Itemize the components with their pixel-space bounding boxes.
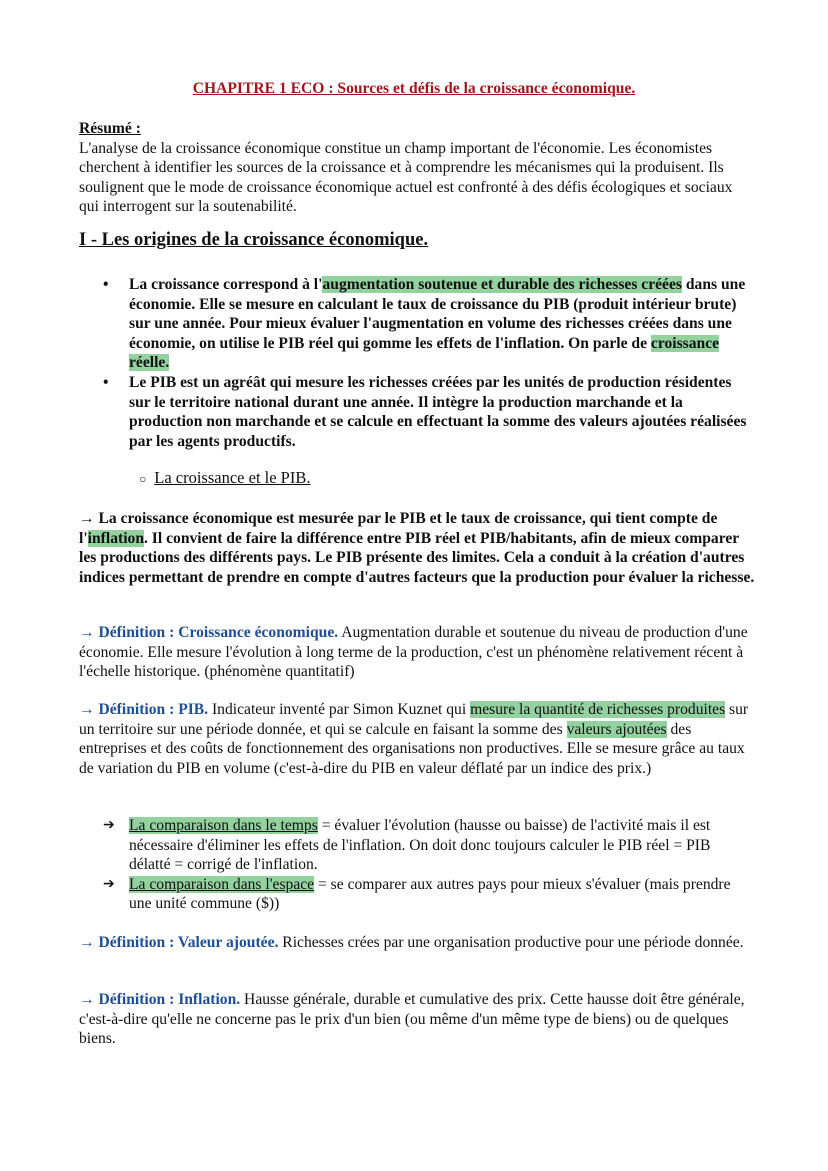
arrow-icon: ➔ (103, 818, 115, 833)
bullet-icon: • (103, 373, 109, 391)
text: Indicateur inventé par Simon Kuznet qui (208, 701, 471, 718)
subheading-text: La croissance et le PIB. (154, 468, 311, 487)
definition-text: Augmentation durable et soutenue du niveau de production d'une économie. Elle mesure l'évolution à long terme de la production, c'est un phénomène relativement récent à l'échelle historique. (phénomène quantitatif) (79, 624, 748, 681)
text: dans une économie. Elle se mesure en calculant le taux de croissance du PIB (produit intérieur brute) sur une année. Pour mieux évaluer l'augmentation en volume des richesses créées dans une économie, on utilise le PIB réel qui gomme les effets de l'inflation. On parle de (129, 276, 746, 352)
highlight: croissance réelle. (129, 334, 720, 372)
arrow-icon: ➔ (103, 876, 115, 892)
definition-label: → Définition : Valeur ajoutée. (79, 934, 279, 951)
definition-valeur-ajoutee (79, 933, 755, 953)
comparison-list (79, 816, 751, 914)
summary-label: Résumé : (79, 120, 141, 137)
highlight: mesure la quantité de richesses produites (470, 701, 726, 718)
definition-text: Hausse générale, durable et cumulative des prix. Cette hausse doit être générale, c'est-à-dire qu'elle ne concerne pas le prix d'un bien (ou même d'un même type de biens) ou de quelques biens. (79, 991, 745, 1048)
highlight: valeurs ajoutées (566, 720, 667, 738)
text: = évaluer l'évolution (hausse ou baisse) de l'activité mais il est nécessaire d'éliminer les effets de l'inflation. On doit donc toujours calculer le PIB réel = PIB délatté = corrigé de l'inflation. (129, 817, 711, 874)
text: Le PIB est un agréât qui mesure les richesses créées par les unités de production résidentes sur le territoire national durant une année. Il intègre la production marchande et la production non marchande et se calcule en effectuant la somme des valeurs ajoutées réalisées par les agents productifs. (129, 373, 747, 450)
definition-label: → Définition : PIB. (79, 701, 209, 718)
text: La croissance correspond à l' (129, 276, 323, 293)
text: sur un territoire sur une période donnée, et qui se calcule en faisant la somme des (79, 701, 749, 738)
list-item (79, 373, 755, 451)
chapter-title: CHAPITRE 1 ECO : Sources et défis de la croissance économique. (192, 80, 636, 97)
highlight: inflation (87, 529, 144, 547)
summary-paragraph (79, 509, 755, 587)
summary-section (79, 119, 755, 217)
list-item (79, 875, 751, 914)
bullet-list (79, 275, 755, 451)
highlight: La comparaison dans l'espace (129, 875, 315, 893)
text: → La croissance économique est mesurée par le PIB et le taux de croissance, qui tient compte de l' (79, 510, 718, 547)
text: . Il convient de faire la différence entre PIB réel et PIB/habitants, afin de mieux comparer les productions des différents pays. Le PIB présente des limites. Cela a conduit à la création d'autres indices permettant de prendre en compte d'autres facteurs que la production pour évaluer la richesse. (79, 529, 755, 586)
definition-croissance (79, 623, 755, 682)
highlight: La comparaison dans le temps (129, 817, 318, 834)
list-item (79, 275, 755, 373)
definition-inflation (79, 990, 755, 1049)
list-item (79, 816, 751, 875)
section-heading: I - Les origines de la croissance économique. (79, 230, 429, 250)
text: des entreprises et des coûts de fonctionnement des organisations non productives. Elle se mesure grâce au taux de variation du PIB en volume (c'est-à-dire du PIB en valeur déflaté par un indice des prix.) (79, 720, 745, 777)
summary-text: L'analyse de la croissance économique constitue un champ important de l'économie. Les économistes cherchent à identifier les sources de la croissance et à comprendre les mécanismes qui la produisent. Ils soulignent que le mode de croissance économique actuel est confronté à des défis écologiques et sociaux qui interrogent sur la soutenabilité. (79, 139, 733, 216)
definition-pib (79, 700, 755, 778)
highlight: augmentation soutenue et durable des richesses créées (322, 276, 682, 293)
subheading (139, 468, 815, 490)
definition-label: → Définition : Croissance économique. (79, 624, 339, 641)
bullet-icon: • (103, 276, 109, 293)
definition-text: Richesses crées par une organisation productive pour une période donnée. (278, 934, 744, 951)
circle-bullet-icon: ○ (139, 472, 147, 486)
text: = se comparer aux autres pays pour mieux s'évaluer (mais prendre une unité commune ($)) (129, 875, 731, 913)
definition-label: → Définition : Inflation. (79, 991, 241, 1008)
